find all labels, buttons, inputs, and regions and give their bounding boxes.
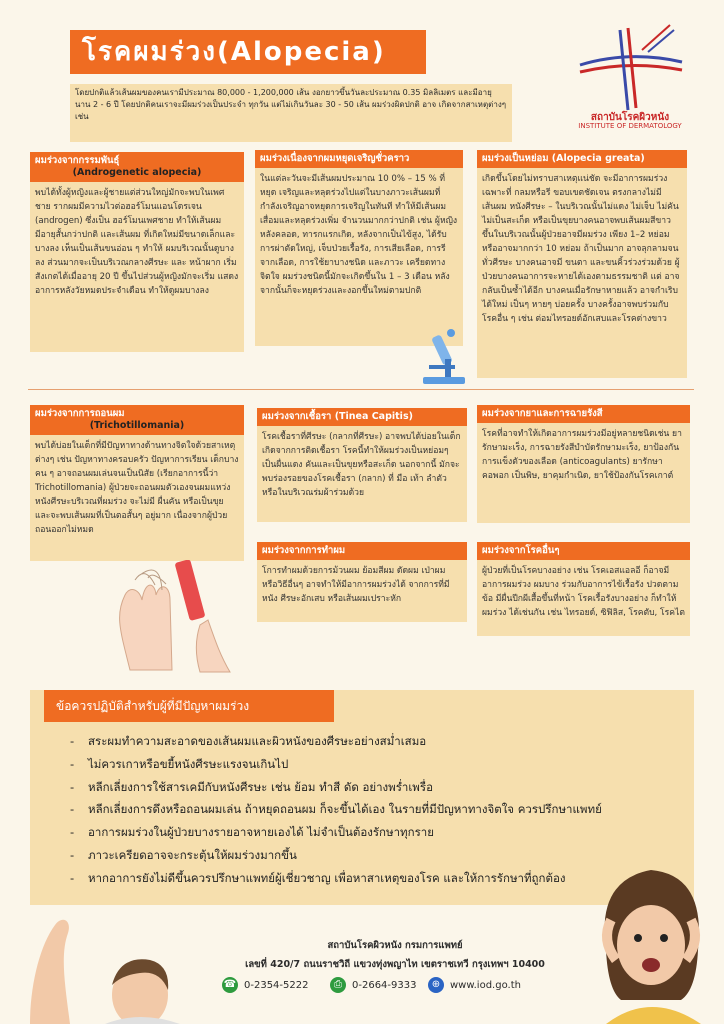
section-cycle-title: ผมร่วงเนื่องจากผมหยุดเจริญชั่วคราว bbox=[255, 150, 463, 168]
intro-text: โดยปกติแล้วเส้นผมของคนเรามีประมาณ 80,000 - 1,200,000 เส้น งอกยาวขึ้นวันละประมาณ 0.35 มิลลิเมตร และมีอายุนาน 2 - 6 ปี โดยปกติคนเราจะมีผมร่วงเป็นประจำ ทุกวัน แต่ไม่เกินวันละ 30 - 50 เส้น ผมร่วงผิดปกติ อาจ เกิดจากสาเหตุต่างๆ เช่น bbox=[70, 84, 512, 142]
list-item: - ไม่ควรเกาหรือขยี้หนังศีรษะแรงจนเกินไป bbox=[70, 756, 289, 771]
hand-with-hair-icon bbox=[100, 560, 240, 675]
logo-name: สถาบันโรคผิวหนัง bbox=[590, 112, 670, 123]
footer-phone[interactable]: ☎ 0-2354-5222 bbox=[222, 977, 308, 993]
section-styling-body: โการทำผมด้วยการม้วนผม ย้อมสีผม ดัดผม เป่าผม หรือวิธีอื่นๆ อาจทำให้มีอาการผมร่วงได้ จากการที่มีหนัง ศีรษะอักเสบ หรือเส้นผมเปราะหัก bbox=[257, 560, 467, 622]
section-areata-title: ผมร่วงเป็นหย่อม (Alopecia greata) bbox=[477, 150, 687, 168]
tips-list bbox=[70, 730, 670, 890]
globe-icon: ⊕ bbox=[428, 977, 444, 993]
section-other-title: ผมร่วงจากโรคอื่นๆ bbox=[477, 542, 690, 560]
tips-title: ข้อควรปฏิบัติสำหรับผู้ที่มีปัญหาผมร่วง bbox=[44, 690, 334, 722]
section-cycle-body: ในแต่ละวันจะมีเส้นผมประมาณ 10 0% – 15 % ที่หยุด เจริญและหลุดร่วงไปแต่ในบางภาวะเส้นผมที่กำลังเจริญอาจหยุดการเจริญในทันที ทำให้มีเส้นผมเสื่อมและหลุดร่วงเพิ่ม จำนวนมากกว่าปกติ เช่น ผู้หญิงหลังคลอด, ทารกแรกเกิด, หลังจากเป็นไข้สูง, ได้รับการผ่าตัดใหญ่, เจ็บป่วยเรื้อรัง, การเสียเลือด, การรีจากเลือด, การใช้ยาบางชนิด และภาวะ เครียดทางจิตใจ ผมร่วงชนิดนี้มักจะเกิดขึ้นใน 1 – 3 เดือน หลังจากนั้นก็จะหยุดร่วงและงอกขึ้นใหม่ตามปกติ bbox=[255, 168, 463, 346]
list-item: - หากอาการยังไม่ดีขึ้นควรปรึกษาแพทย์ผู้เชี่ยวชาญ เพื่อหาสาเหตุของโรค และให้การรักษาที่ถูกต้อง bbox=[70, 870, 566, 885]
section-pulling bbox=[30, 405, 244, 561]
list-item: - อาการผมร่วงในผู้ป่วยบางรายอาจหายเองได้ ไม่จำเป็นต้องรักษาทุกราย bbox=[70, 825, 434, 840]
section-drugs-body: โรคที่อาจทำให้เกิดอาการผมร่วงมีอยู่หลายชนิดเช่น ยา รักษามะเร็ง, การฉายรังสีบำบัดรักษามะเร็ง, ยาป้องกัน การแข็งตัวของเลือด (anticoagulants) ยารักษาคอพอก เป็นพิษ, ยาคุมกำเนิด, ยาใช้ป้องกันโรคเกาต์ bbox=[477, 423, 690, 523]
section-drugs-title: ผมร่วงจากยาและการฉายรังสี bbox=[477, 405, 690, 423]
section-fungus bbox=[257, 408, 467, 522]
divider-1 bbox=[28, 389, 694, 390]
section-fungus-body: โรคเชื้อราที่ศีรษะ (กลากที่ศีรษะ) อาจพบได้บ่อยในเด็ก เกิดจากการติดเชื้อรา โรคนี้ทำให้ผมร่วงเป็นหย่อมๆ เป็นผื่นแดง คันและเป็นขุยหรือสะเก็ด นอกจากนี้ มักจะพบร่องรอยของโรคเชื้อรา (กลาก) ที่ มือ เท้า ลำตัวหรือในบริเวณร่มผ้าร่วมด้วย bbox=[257, 426, 467, 522]
list-item: - สระผมทำความสะอาดของเส้นผมและผิวหนังของศีรษะอย่างสม่ำเสมอ bbox=[70, 734, 427, 748]
footer-fax[interactable]: ⎙ 0-2664-9333 bbox=[330, 977, 416, 993]
section-other-body: ผู้ป่วยที่เป็นโรคบางอย่าง เช่น โรคเอสแอลอี ก็อาจมี อาการผมร่วง ผมบาง ร่วมกับอาการไข้เรื้อรัง ปวดตามข้อ มีผื่นปีกผีเสื้อขึ้นที่หน้า โรคเรื้อรังบางอย่าง ก็ทำให้ผมร่วง ได้เช่นกัน เช่น ไทรอยด์, ซิฟิลิส, โรคตับ, โรคไต bbox=[477, 560, 690, 636]
section-drugs bbox=[477, 405, 690, 523]
footer-address: เลขที่ 420/7 ถนนราชวิถี แขวงทุ่งพญาไท เขตราชเทวี กรุงเทพฯ 10400 bbox=[245, 959, 545, 970]
section-pulling-title: ผมร่วงจากการถอนผม (Trichotillomania) bbox=[30, 405, 244, 435]
fax-icon: ⎙ bbox=[330, 977, 346, 993]
page-title: โรคผมร่วง(Alopecia) bbox=[70, 30, 426, 74]
section-pulling-body: พบได้บ่อยในเด็กที่มีปัญหาทางด้านทางจิตใจด้วยสาเหตุ ต่างๆ เช่น ปัญหาทางครอบครัว ปัญหาการเรียน เด็กบางคน ๆ อาจถอนผมเล่นจนเป็นนิสัย (เรียกอาการนี้ว่า Trichotillomania) ผู้ป่วยจะถอนผมตัวเองจนผมแหว่ง หนังศีรษะบริเวณที่ผมร่วง จะไม่มี ผื่นคัน หรือเป็นขุย และจะพบเส้นผมที่เป็นตอสั้นๆ อยู่มาก เนื่องจากผู้ป่วยถอนออกไม่หมด bbox=[30, 435, 244, 561]
section-areata-body: เกิดขึ้นโดยไม่ทราบสาเหตุแน่ชัด จะมีอาการผมร่วงเฉพาะที่ กลมหรือรี ขอบเขตชัดเจน ตรงกลางไม่มีเส้นผม หนังศีรษะ – ในบริเวณนั้นไม่แดง ไม่เจ็บ ไม่คัน ไม่เป็นสะเก็ด หรือเป็นขุยบางคนอาจพบเส้นผมสีขาวขึ้นในบริเวณนั้นผู้ป่วยอาจมีผมร่วง เพียง 1–2 หย่อม หรืออาจมากกว่า 10 หย่อม ถ้าเป็นมาก อาจลุกลามจนทั่วศีรษะ บางคนอาจมี ขนตา และขนคิ้วร่วงร่วมด้วย ผู้ป่วยบางคนอาการจะหายได้เองตามธรรมชาติ แต่ อาจกลับเป็นซ้ำได้อีก บางคนเมื่อรักษาหายแล้ว อาจกำเริบได้ใหม่ เป็นๆ หายๆ บ่อยครั้ง บางครั้งอาจพบร่วมกับโรคอื่น ๆ เช่น ต่อมไทรอยด์อักเสบและโรคด่างขาว bbox=[477, 168, 687, 378]
section-fungus-title: ผมร่วงจากเชื้อรา (Tinea Capitis) bbox=[257, 408, 467, 426]
section-genetic-title: ผมร่วงจากกรรมพันธุ์ (Androgenetic alopecia) bbox=[30, 152, 244, 182]
logo-subtitle: INSTITUTE OF DERMATOLOGY bbox=[578, 122, 682, 130]
list-item: - หลีกเลี่ยงการดึงหรือถอนผมเล่น ถ้าหยุดถอนผม ก็จะขึ้นได้เอง ในรายที่มีปัญหาทางจิตใจ ควรปรึกษาแพทย์ bbox=[70, 802, 602, 817]
list-item: - ภาวะเครียดอาจจะกระตุ้นให้ผมร่วงมากขึ้น bbox=[70, 847, 297, 862]
footer-org: สถาบันโรคผิวหนัง กรมการแพทย์ bbox=[327, 940, 463, 951]
section-areata bbox=[477, 150, 687, 378]
man-scratching-head-icon bbox=[10, 905, 200, 1024]
section-styling-title: ผมร่วงจากการทำผม bbox=[257, 542, 467, 560]
woman-stressed-icon bbox=[586, 850, 716, 1024]
section-cycle bbox=[255, 150, 463, 346]
logo-cross-icon bbox=[570, 20, 690, 115]
section-other bbox=[477, 542, 690, 636]
section-genetic bbox=[30, 152, 244, 352]
phone-icon: ☎ bbox=[222, 977, 238, 993]
section-styling bbox=[257, 542, 467, 622]
section-genetic-body: พบได้ทั้งผู้หญิงและผู้ชายแต่ส่วนใหญ่มักจะพบในเพศชาย รากผมมีความไวต่อฮอร์โมนแอนโดรเจน (androgen) ซึ่งเป็น ฮอร์โมนเพศชาย ทำให้เส้นผมมีอายุสั้นกว่าปกติ และเส้นผม ที่เกิดใหม่มีขนาดเล็กและบางลง เห็นเป็นเส้นขนอ่อน ๆ ทำให้ ผมบริเวณนั้นดูบางลง ส่วนมากจะเป็นบริเวณกลางศีรษะ และ หน้าผาก เริ่มสังเกตได้เมื่ออายุ 20 ปี ขึ้นไปส่วนผู้หญิงมักจะเริ่ม แสดงอาการหลังวัยหมดประจำเดือน ทำให้ดูผมบางลง bbox=[30, 182, 244, 352]
microscope-icon bbox=[415, 325, 473, 387]
footer-website[interactable]: ⊕ www.iod.go.th bbox=[428, 977, 521, 993]
list-item: - หลีกเลี่ยงการใช้สารเคมีกับหนังศีรษะ เช่น ย้อม ทำสี ดัด อย่างพร่ำเพรื่อ bbox=[70, 779, 433, 794]
